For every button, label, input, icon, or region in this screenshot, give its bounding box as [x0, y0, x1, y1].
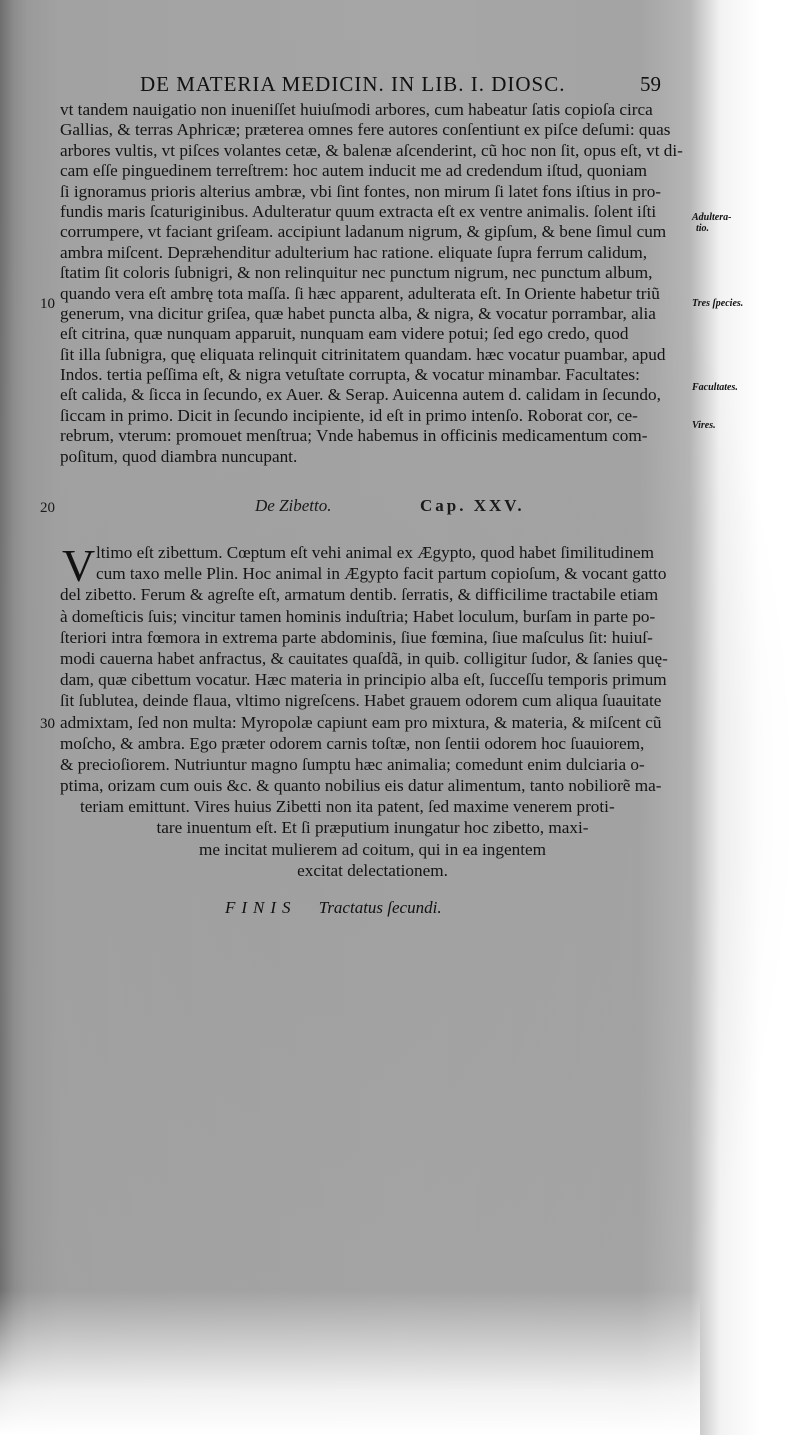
text-line: teriam emittunt. Vires huius Zibetti non ita patent, ſed maxime venerem proti- [80, 797, 615, 817]
text-line: cam eſſe pinguedinem terreſtrem: hoc autem inducit me ad credendum iſtud, quoniam [60, 161, 648, 181]
text-line: vt tandem nauigatio non inueniſſet huiuſmodi arbores, cum habeatur ſatis copioſa circa [60, 100, 653, 119]
text-line: moſcho, & ambra. Ego præter odorem carnis toſtæ, non ſentii odorem hoc ſuauiorem, [60, 733, 645, 753]
text-line: Indos. tertia peſſima eſt, & nigra vetuſtate corrupta, & vocatur minambar. Facultates: [60, 365, 640, 385]
text-line: rebrum, vterum: promouet menſtrua; Vnde habemus in officinis medicamentum com- [60, 426, 648, 446]
text-line: admixtam, ſed non multa: Myropolæ capiunt eam pro mixtura, & materia, & miſcent cũ [60, 712, 662, 732]
margin-note-line: Adultera- [692, 212, 732, 223]
text-line: à domeſticis ſuis; vincitur tamen hominis induſtria; Habet loculum, burſam in parte po- [60, 606, 656, 626]
text-line: eſt calida, & ſicca in ſecundo, ex Auer. & Serap. Auicenna autem d. calidam in ſecundo, [60, 385, 661, 405]
text-line: Gallias, & terras Aphricæ; præterea omnes fere autores conſentiunt ex piſce deſumi: quas [60, 120, 671, 140]
running-header: DE MATERIA MEDICIN. IN LIB. I. DIOSC. [140, 72, 566, 96]
margin-note-facultates: Facultates. [692, 382, 738, 393]
text-line: del zibetto. Ferum & agreſte eſt, armatum dentib. ſerratis, & difficilime tractabile etiam [60, 585, 659, 605]
text-line: ſteriori intra fœmora in extrema parte abdominis, ſiue fœmina, ſiue maſculus ſit: huiuſ- [60, 627, 653, 647]
line-number-30: 30 [40, 716, 55, 732]
text-line: ſtatim ſit coloris ſubnigri, & non relinquitur nec punctum nigrum, nec punctum album, [60, 263, 653, 283]
main-text-block [60, 100, 685, 467]
margin-note-vires: Vires. [692, 420, 716, 431]
margin-note-line: tio. [696, 223, 710, 234]
text-line: corrumpere, vt faciant griſeam. accipiunt ladanum nigrum, & gipſum, & bene ſimul cum [60, 222, 667, 242]
text-line: ſit illa ſubnigra, quę eliquata relinquit citrinitatem quandam. hæc vocatur puambar, apud [60, 344, 666, 364]
text-line: generum, vna dicitur griſea, quæ habet puncta alba, & nigra, & vocatur porrambar, alia [60, 303, 656, 323]
text-line: ambra miſcent. Depræhenditur adulterium hac ratione. eliquate ſupra ferrum calidum, [60, 242, 648, 262]
text-line: dam, quæ cibettum vocatur. Hæc materia in principio alba eſt, ſucceſſu temporis primum [60, 670, 667, 690]
chapter-number: Cap. XXV. [420, 496, 525, 515]
text-line: poſitum, quod diambra nuncupant. [60, 446, 298, 466]
text-line: me incitat mulierem ad coitum, qui in ea ingentem [199, 839, 546, 859]
page-number: 59 [640, 72, 661, 96]
text-line: quando vera eſt ambrę tota maſſa. ſi hæc apparent, adulterata eſt. In Oriente habetur triũ [60, 283, 660, 303]
finis-tractatus: Tractatus ſecundi. [318, 898, 442, 917]
chapter-heading [40, 496, 680, 520]
text-line: ſit ſublutea, deinde flaua, vltimo nigreſcens. Habet grauem odorem cum aliqua ſuauitate [60, 691, 662, 711]
text-line: & precioſiorem. Nutriuntur magno ſumptu hæc animalia; comedunt enim dulciaria o- [60, 754, 645, 774]
text-line: tare inuentum eſt. Et ſi præputium inungatur hoc zibetto, maxi- [156, 818, 589, 838]
text-line: ptima, orizam cum ouis &c. & quanto nobilius eis datur alimentum, tanto nobiliorẽ ma- [60, 776, 662, 796]
text-line: excitat delectationem. [297, 860, 448, 880]
finis-line [225, 898, 442, 918]
margin-note-tres-species: Tres ſpecies. [692, 298, 744, 309]
text-line: ſiccam in primo. Dicit in ſecundo incipiente, id eſt in primo intenſo. Roborat cor, ce- [60, 405, 638, 425]
text-line: modi cauerna habet anfractus, & cauitates quaſdã, in quib. colligitur ſudor, & ſanies quę- [60, 648, 668, 668]
text-line: cum taxo melle Plin. Hoc animal in Ægypto facit partum copioſum, & vocant gatto [96, 564, 667, 584]
margin-note-adulteratio [692, 212, 731, 234]
chapter-title: De Zibetto. [255, 496, 332, 515]
text-line: fundis maris ſcaturiginibus. Adulteratur quum extracta eſt ex ventre animalis. ſolent iſti [60, 201, 657, 221]
line-number-20: 20 [40, 500, 55, 516]
text-line: arbores vultis, vt piſces volantes cetæ, & balenæ aſcenderint, cũ hoc non ſit, opus eſt, vt di- [60, 140, 683, 160]
text-line: ſi ignoramus prioris alterius ambræ, vbi ſint fontes, non mirum ſi latet fons iſtius in pro- [60, 181, 662, 201]
line-number-10: 10 [40, 296, 55, 312]
chapter-text-block [60, 542, 685, 881]
finis-word: FINIS [225, 898, 297, 917]
drop-capital: V [62, 540, 96, 591]
text-line: eſt citrina, quæ nunquam apparuit, nunquam eam videre potui; ſed ego credo, quod [60, 324, 629, 344]
text-line: ltimo eſt zibettum. Cœptum eſt vehi animal ex Ægypto, quod habet ſimilitudinem [96, 543, 655, 562]
